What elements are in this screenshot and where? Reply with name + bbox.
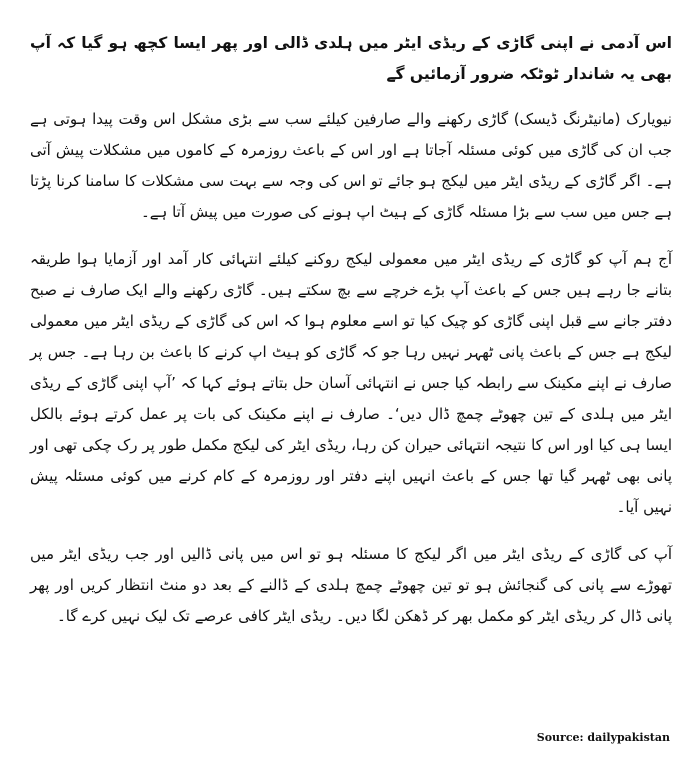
article-paragraph-2: آج ہم آپ کو گاڑی کے ریڈی ایٹر میں معمولی لیکج روکنے کیلئے انتہائی کار آمد اور آزمایا ہوا طریقہ بتانے جا رہے ہیں جس کے باعث آپ بڑے خرچے سے بچ سکتے ہیں۔ گاڑی رکھنے والے ایک صارف نے صبح دفتر جانے سے قبل اپنی گاڑی کو چیک کیا تو اسے معلوم ہوا کہ اس کی گاڑی کے ریڈی ایٹر میں معمولی لیکج ہے جس کے باعث پانی ٹھہر نہیں رہا جو کہ گاڑی کو ہیٹ اپ کرنے کا باعث بن رہا ہے۔ جس پر صارف نے اپنے مکینک سے رابطہ کیا جس نے انتہائی آسان حل بتاتے ہوئے کہا کہ ’آپ اپنی گاڑی کے ریڈی ایٹر میں ہلدی کے تین چھوٹے چمچ ڈال دیں‘۔ صارف نے اپنے مکینک کی بات پر عمل کرتے ہوئے بالکل ایسا ہی کیا اور اس کا نتیجہ انتہائی حیران کن رہا، ریڈی ایٹر کی لیکج مکمل طور پر رک چکی تھی اور پانی بھی ٹھہر گیا تھا جس کے باعث انہیں اپنے دفتر اور روزمرہ کے کام کرنے میں کوئی مسئلہ پیش نہیں آیا۔ [30, 250, 672, 516]
article-headline: اس آدمی نے اپنی گاڑی کے ریڈی ایٹر میں ہلدی ڈالی اور پھر ایسا کچھ ہو گیا کہ آپ بھی یہ شاندار ٹوٹکہ ضرور آزمائیں گے [30, 34, 672, 83]
article-paragraph-3: آپ کی گاڑی کے ریڈی ایٹر میں اگر لیکج کا مسئلہ ہو تو اس میں پانی ڈالیں اور جب ریڈی ایٹر میں تھوڑے سے پانی کی گنجائش ہو تو تین چھوٹے چمچ ہلدی کے ڈالنے کے بعد دو منٹ انتظار کریں اور پھر پانی ڈال کر ریڈی ایٹر کو مکمل بھر کر ڈھکن لگا دیں۔ ریڈی ایٹر کافی عرصے تک لیک نہیں کرے گا۔ [30, 545, 672, 625]
article-paragraph-1: نیویارک (مانیٹرنگ ڈیسک) گاڑی رکھنے والے صارفین کیلئے سب سے بڑی مشکل اس وقت پیدا ہوتی ہے جب ان کی گاڑی میں کوئی مسئلہ آجاتا ہے اور اس کے باعث روزمرہ کے کاموں میں مشکلات پیش آتی ہے۔ اگر گاڑی کے ریڈی ایٹر میں لیکج ہو جائے تو اس کی وجہ سے بہت سی مشکلات کا سامنا کرنا پڑتا ہے جس میں سب سے بڑا مسئلہ گاڑی کے ہیٹ اپ ہونے کی صورت میں پیش آتا ہے۔ [30, 110, 672, 221]
source-credit: Source: dailypakistan [536, 731, 670, 744]
article [30, 28, 672, 648]
